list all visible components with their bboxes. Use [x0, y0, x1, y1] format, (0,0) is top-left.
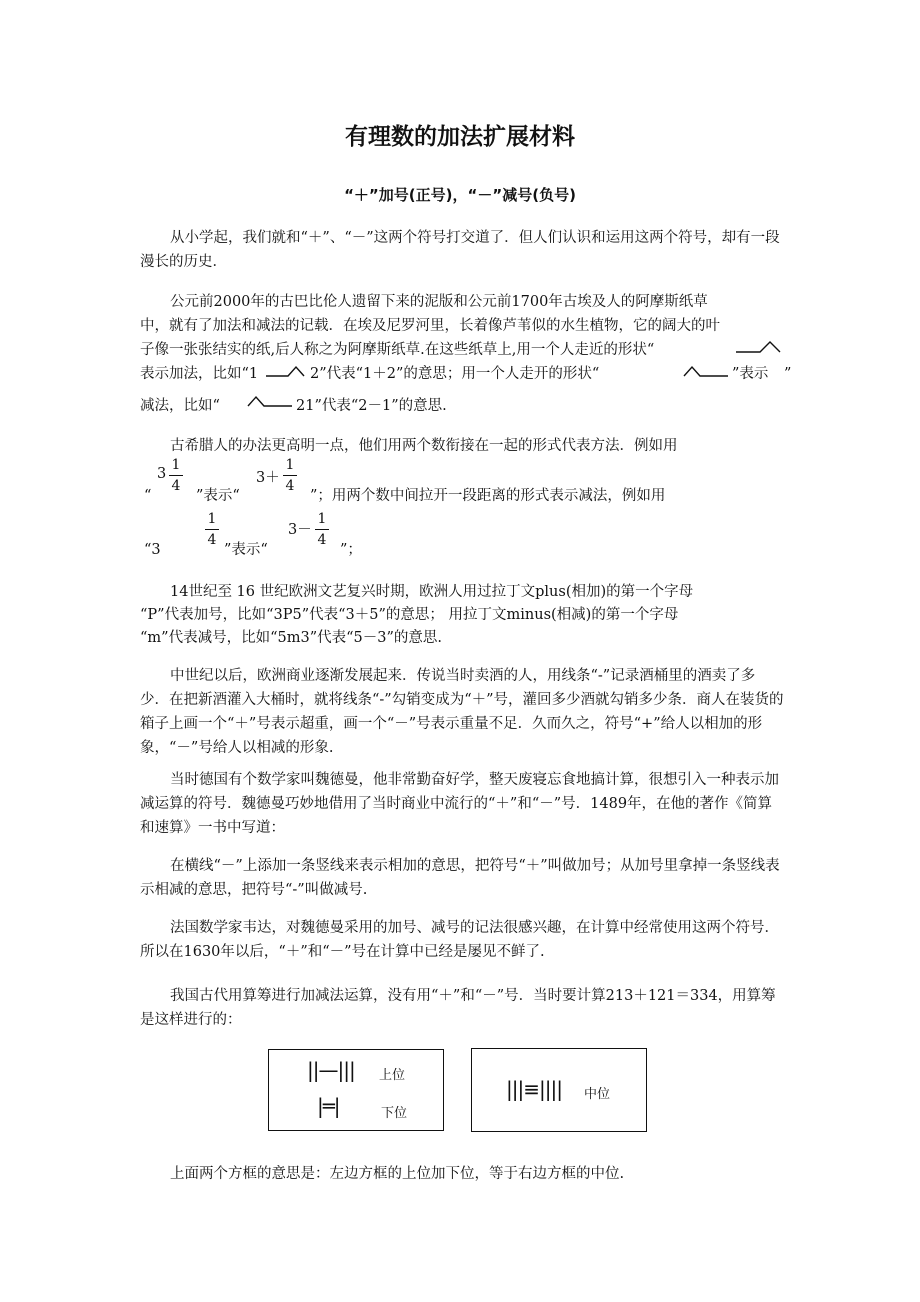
para2-line2: 中，就有了加法和减法的记载．在埃及尼罗河里，长着像芦苇似的水生植物，它的阔大的叶	[140, 318, 720, 334]
para2-line3-end: ”	[784, 366, 792, 382]
ex1-open-quote: “	[144, 488, 152, 504]
para2-line4-b: 2”代表“1＋2”的意思；用一个人走开的形状“	[310, 366, 600, 382]
ex1-expression: 3＋	[256, 470, 280, 486]
label-lower: 下位	[381, 1106, 408, 1121]
paragraph-quote: 在横线“－”上添加一条竖线来表示相加的意思，把符号“＋”叫做加号；从加号里拿掉一条竖线表示相减的意思，把符号“-”叫做减号.	[140, 858, 780, 898]
para2-line5-a: 减法，比如“	[140, 398, 220, 414]
ex1-numerator: 1	[171, 457, 181, 473]
fraction-bar	[315, 529, 329, 530]
para4-line3: “m”代表减号，比如“5m3”代表“5－3”的意思.	[140, 630, 442, 646]
ex2-denominator-2: 4	[317, 532, 327, 548]
walking-toward-glyph-icon	[734, 338, 782, 358]
paragraph-intro: 从小学起，我们就和“＋”、“－”这两个符号打交道了．但人们认识和运用这两个符号，却有一段漫长的历史．	[140, 230, 780, 270]
para4-line2: “P”代表加号，比如“3P5”代表“3＋5”的意思； 用拉丁文minus(相减)的第一个字母	[140, 607, 679, 623]
walking-toward-glyph-icon-2	[264, 364, 306, 382]
fraction-bar	[169, 475, 183, 476]
para2-line3	[140, 338, 654, 362]
paragraph-viete: 法国数学家韦达，对魏德曼采用的加号、减号的记法很感兴趣，在计算中经常使用这两个符号．所以在1630年以后，“＋”和“－”号在计算中已经是屡见不鲜了.	[140, 920, 779, 960]
ex1-middle: ”表示“	[196, 488, 240, 504]
rods-right-box	[471, 1048, 647, 1132]
para2-line4	[140, 362, 258, 386]
ex1-numerator-2: 1	[285, 457, 295, 473]
ex2-middle: ”表示“	[224, 542, 268, 558]
para2-line4-a: 表示加法，比如“1	[140, 366, 259, 382]
rods-left-box	[268, 1049, 444, 1131]
rods-lower-row: |═|	[317, 1094, 340, 1118]
paragraph-medieval: 中世纪以后，欧洲商业逐渐发展起来．传说当时卖酒的人，用线条“-”记录酒桶里的酒卖了多少．在把新酒灌入大桶时，就将线条“-”勾销变成为“＋”号，灌回多少酒就勾销多少条．商人在装货的箱子上画一个“＋”号表示超重，画一个“－”号表示重量不足．久而久之，符号“+”给人以相加的形象，“－”号给人以相减的形象.	[140, 668, 784, 756]
label-middle: 中位	[584, 1087, 611, 1102]
ex2-numerator-2: 1	[317, 511, 327, 527]
para2-line1: 公元前2000年的古巴比伦人遗留下来的泥版和公元前1700年古埃及人的阿摩斯纸草	[170, 294, 708, 310]
section-subtitle: “＋”加号(正号)，“－”减号(负号)	[344, 186, 576, 204]
label-upper: 上位	[379, 1068, 406, 1083]
ex1-whole: 3	[157, 466, 167, 482]
page-title: 有理数的加法扩展材料	[345, 124, 575, 150]
ex2-fraction-2	[314, 510, 330, 549]
para2-line5-b: 21”代表“2－1”的意思.	[296, 398, 447, 414]
ex1-rest: ”；用两个数中间拉开一段距离的形式表示减法，例如用	[310, 488, 666, 504]
para2-line4-c: ”表示	[732, 366, 769, 382]
paragraph-conclusion: 上面两个方框的意思是：左边方框的上位加下位，等于右边方框的中位.	[170, 1166, 625, 1182]
ex2-expression: 3－	[288, 522, 312, 538]
para3-line1: 古希腊人的办法更高明一点，他们用两个数衔接在一起的形式代表方法．例如用	[170, 438, 678, 454]
rods-middle-row: |||≡||||	[506, 1077, 562, 1101]
ex2-fraction	[204, 510, 220, 549]
para4-line1: 14世纪至 16 世纪欧洲文艺复兴时期，欧洲人用过拉丁文plus(相加)的第一个字母	[170, 584, 694, 600]
fraction-bar	[283, 475, 297, 476]
ex1-denominator: 4	[171, 478, 181, 494]
paragraph-counting-rods: 我国古代用算筹进行加减法运算，没有用“＋”和“－”号．当时要计算213＋121＝334，用算筹是这样进行的：	[140, 988, 776, 1028]
ex2-open: “3	[144, 542, 161, 558]
fraction-bar	[205, 529, 219, 530]
rods-upper-row: ||—|||	[307, 1058, 355, 1082]
paragraph-widmann: 当时德国有个数学家叫魏德曼，他非常勤奋好学，整天废寝忘食地搞计算，很想引入一种表示加减运算的符号．魏德曼巧妙地借用了当时商业中流行的“＋”和“－”号．1489年，在他的著作《简算和速算》一书中写道：	[140, 772, 779, 836]
walking-away-glyph-icon-2	[244, 394, 294, 412]
ex1-fraction-2	[282, 456, 298, 495]
ex2-denominator: 4	[207, 532, 217, 548]
ex1-fraction	[168, 456, 184, 495]
ex2-numerator: 1	[207, 511, 217, 527]
ex2-close: ”；	[340, 542, 362, 558]
ex1-denominator-2: 4	[285, 478, 295, 494]
para2-line3-text: 子像一张张结实的纸,后人称之为阿摩斯纸草.在这些纸草上,用一个人走近的形状“	[140, 342, 655, 358]
walking-away-glyph-icon	[680, 364, 730, 382]
